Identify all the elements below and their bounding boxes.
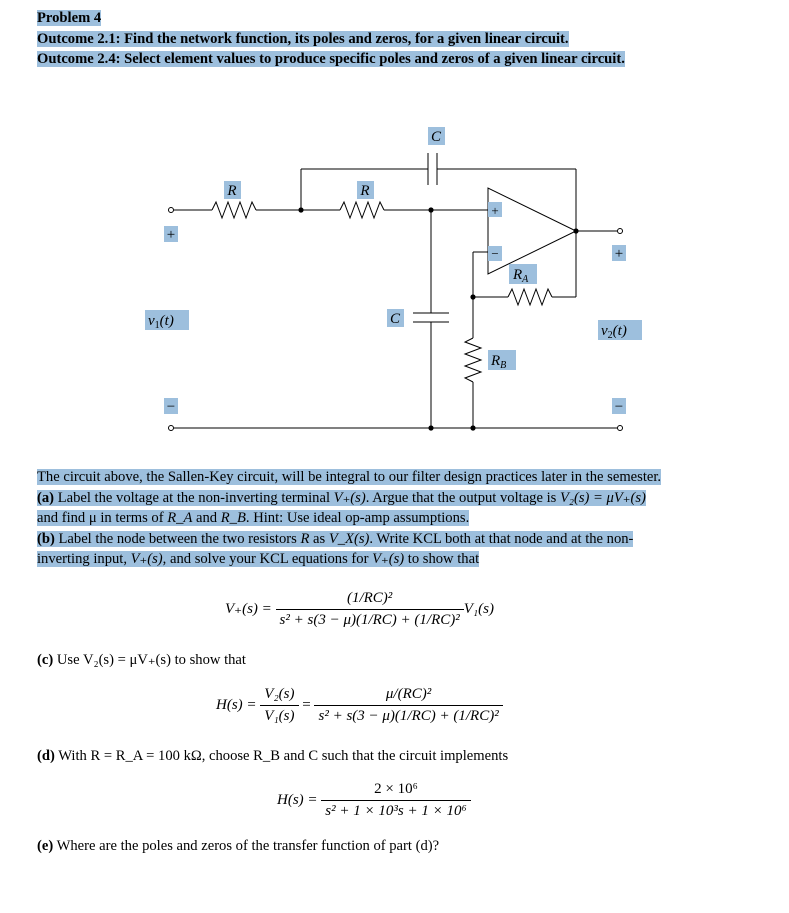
- part-b-vx: V_X(s): [328, 530, 370, 547]
- part-a-text: Label the voltage at the non-inverting terminal: [57, 489, 334, 506]
- part-b-text1: Label the node between the two resistors: [58, 530, 301, 547]
- problem-description: [37, 467, 661, 570]
- equation-h-general: [216, 686, 503, 725]
- output-minus-sign: −: [614, 399, 624, 415]
- part-a-ra: R_A: [167, 510, 193, 526]
- eq3-denominator: s² + 1 × 10³s + 1 × 10⁶: [325, 803, 467, 819]
- part-a-equation: V₂(s) = μV₊(s): [560, 489, 646, 506]
- resistor-r1-label: R: [227, 183, 237, 199]
- sallen-key-circuit-diagram: [0, 0, 789, 440]
- part-d-text: With R = R_A = 100 kΩ, choose R_B and C such that the circuit implements: [58, 748, 509, 764]
- part-e-label: (e): [37, 838, 54, 854]
- part-b-text2: . Write KCL both at that node and at the non-: [369, 530, 634, 547]
- part-b-text4: , and solve your KCL equations for: [162, 551, 373, 567]
- part-a-label: (a): [37, 489, 55, 506]
- part-a-text2: . Argue that the output voltage is: [365, 489, 560, 506]
- part-b-text3: inverting input,: [37, 551, 131, 567]
- part-d: [37, 748, 508, 765]
- part-a-vplus: V₊(s): [333, 489, 366, 506]
- part-b-vplus2: V₊(s): [372, 551, 405, 567]
- part-b-vplus: V₊(s): [130, 551, 163, 567]
- resistor-r2-label: R: [360, 183, 370, 199]
- eq1-lhs: V₊(s) =: [225, 600, 272, 617]
- part-a-hint: . Hint: Use ideal op-amp assumptions.: [245, 510, 470, 526]
- eq1-rhs: V₁(s): [463, 600, 494, 617]
- part-a-text3: and find μ in terms of: [37, 510, 168, 526]
- eq1-denominator: s² + s(3 − μ)(1/RC) + (1/RC)²: [279, 612, 460, 628]
- resistor-ra-label: $R_A$: [513, 267, 529, 285]
- opamp-minus-sign: −: [491, 246, 499, 261]
- part-c: [37, 651, 246, 669]
- output-plus-sign: +: [614, 246, 624, 262]
- outcome-2-4: Outcome 2.4: Select element values to produce specific poles and zeros of a given linear circuit.: [37, 51, 625, 67]
- eq2-den2: s² + s(3 − μ)(1/RC) + (1/RC)²: [318, 708, 499, 724]
- part-e-text: Where are the poles and zeros of the transfer function of part (d)?: [56, 838, 440, 854]
- equation-h-target: [277, 781, 471, 820]
- part-a-and: and: [192, 510, 221, 526]
- problem-title: Problem 4: [37, 10, 102, 26]
- part-b-r: R: [300, 530, 310, 547]
- eq2-num1: V₂(s): [260, 686, 298, 706]
- input-minus-sign: −: [166, 399, 176, 415]
- part-d-label: (d): [37, 748, 55, 764]
- opamp-plus-sign: +: [491, 203, 499, 218]
- eq2-lhs: H(s) =: [216, 696, 257, 713]
- part-a-rb: R_B: [220, 510, 246, 526]
- part-b-text5: to show that: [404, 551, 480, 567]
- part-b-as: as: [309, 530, 329, 547]
- eq1-numerator: (1/RC)²: [276, 590, 464, 610]
- capacitor-top-label: C: [430, 129, 442, 145]
- part-c-label: (c): [37, 652, 54, 668]
- part-b-label: (b): [37, 530, 55, 547]
- part-e: [37, 838, 439, 855]
- intro-line: The circuit above, the Sallen-Key circuit, will be integral to our filter design practices later in the semester.: [37, 469, 662, 485]
- part-c-text: Use V₂(s) = μV₊(s) to show that: [56, 652, 246, 668]
- eq3-numerator: 2 × 10⁶: [321, 781, 470, 801]
- resistor-rb-label: $R_B$: [491, 353, 507, 371]
- output-voltage-label: $v_2(t)$: [601, 323, 627, 341]
- outcome-2-1: Outcome 2.1: Find the network function, its poles and zeros, for a given linear circuit.: [37, 30, 569, 47]
- input-voltage-label: $v_1(t)$: [148, 313, 174, 331]
- eq2-num2: μ/(RC)²: [314, 686, 502, 706]
- input-plus-sign: +: [166, 227, 176, 243]
- eq3-lhs: H(s) =: [277, 791, 318, 808]
- eq2-equals: =: [302, 696, 311, 713]
- capacitor-ground-label: C: [389, 311, 401, 327]
- equation-vplus: [225, 590, 494, 629]
- eq2-den1: V₁(s): [264, 708, 295, 724]
